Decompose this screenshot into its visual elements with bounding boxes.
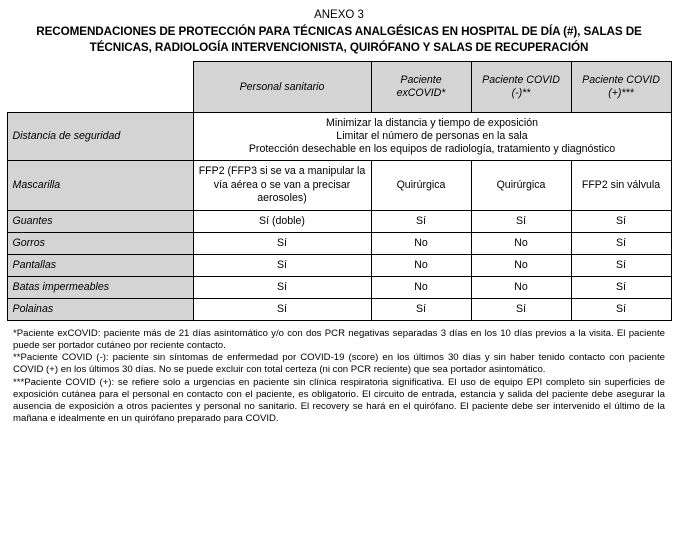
column-header-paciente-covid-positivo: Paciente COVID (+)*** — [571, 62, 671, 113]
footnote-covid-positivo: ***Paciente COVID (+): se refiere solo a urgencias en paciente sin clínica respiratoria significativa. El uso de equipo EPI completo sin superficies de exposición cutánea para el personal en contacto con el paciente, es obligatorio. El circuito de entrada, estancia y salida del paciente debe asegurar la ausencia de exposición a otros pacientes y personal no sanitario. El recovery se hará en el quirófano. El paciente debe ser intervenido el último de la mañana e idealmente en un quirófano preparado para COVID. — [13, 376, 665, 425]
row-header-gorros: Gorros — [7, 232, 193, 254]
table-row — [7, 232, 671, 254]
cell-guantes-excovid: Sí — [371, 210, 471, 232]
table-row — [7, 298, 671, 320]
table-corner-cell — [7, 62, 193, 113]
cell-gorros-covid-positivo: Sí — [571, 232, 671, 254]
cell-gorros-excovid: No — [371, 232, 471, 254]
column-header-paciente-covid-negativo: Paciente COVID (-)** — [471, 62, 571, 113]
distancia-line-2: Limitar el número de personas en la sala — [336, 130, 528, 142]
distancia-line-1: Minimizar la distancia y tiempo de exposición — [326, 117, 538, 129]
cell-batas-covid-negativo: No — [471, 276, 571, 298]
row-distancia-de-seguridad-merged-cell — [193, 113, 671, 161]
cell-mascarilla-personal-sanitario: FFP2 (FFP3 si se va a manipular la vía aérea o se van a precisar aerosoles) — [193, 161, 371, 211]
cell-pantallas-covid-positivo: Sí — [571, 254, 671, 276]
cell-polainas-covid-negativo: Sí — [471, 298, 571, 320]
footnotes — [13, 328, 665, 426]
table-row — [7, 113, 671, 161]
annex-label: ANEXO 3 — [314, 9, 364, 21]
row-header-polainas: Polainas — [7, 298, 193, 320]
cell-guantes-covid-negativo: Sí — [471, 210, 571, 232]
row-header-guantes: Guantes — [7, 210, 193, 232]
cell-batas-excovid: No — [371, 276, 471, 298]
cell-pantallas-personal-sanitario: Sí — [193, 254, 371, 276]
cell-guantes-personal-sanitario: Sí (doble) — [193, 210, 371, 232]
cell-mascarilla-covid-negativo: Quirúrgica — [471, 161, 571, 211]
cell-guantes-covid-positivo: Sí — [571, 210, 671, 232]
footnote-covid-negativo: **Paciente COVID (-): paciente sin síntomas de enfermedad por COVID-19 (score) en los últimos 30 días y sin haber tenido contacto con paciente COVID (+) en los últimos 30 días. No se puede excluir con total certeza (ni con PCR reciente) que sea portador asintomático. — [13, 352, 665, 376]
cell-mascarilla-covid-positivo: FFP2 sin válvula — [571, 161, 671, 211]
table-row — [7, 161, 671, 211]
table-row — [7, 276, 671, 298]
cell-pantallas-excovid: No — [371, 254, 471, 276]
cell-mascarilla-excovid: Quirúrgica — [371, 161, 471, 211]
row-header-distancia-de-seguridad: Distancia de seguridad — [7, 113, 193, 161]
row-header-pantallas: Pantallas — [7, 254, 193, 276]
page-title — [14, 24, 664, 55]
footnote-excovid: *Paciente exCOVID: paciente más de 21 días asintomático y/o con dos PCR negativas separadas 3 días en los 10 días previos a la visita. El paciente puede ser portador cutáneo por reciente contacto. — [13, 327, 665, 351]
page-title-line-2: TÉCNICAS, RADIOLOGÍA INTERVENCIONISTA, QUIRÓFANO Y SALAS DE RECUPERACIÓN — [89, 40, 589, 54]
table-header-row — [7, 62, 671, 113]
table-row — [7, 210, 671, 232]
cell-polainas-personal-sanitario: Sí — [193, 298, 371, 320]
row-header-mascarilla: Mascarilla — [7, 161, 193, 211]
cell-batas-covid-positivo: Sí — [571, 276, 671, 298]
column-header-personal-sanitario: Personal sanitario — [193, 62, 371, 113]
page-title-line-1: RECOMENDACIONES DE PROTECCIÓN PARA TÉCNICAS ANALGÉSICAS EN HOSPITAL DE DÍA (#), SALAS DE — [36, 25, 642, 38]
table-row — [7, 254, 671, 276]
cell-pantallas-covid-negativo: No — [471, 254, 571, 276]
protection-recommendations-table — [7, 61, 672, 321]
column-header-paciente-excovid: Paciente exCOVID* — [371, 62, 471, 113]
cell-gorros-covid-negativo: No — [471, 232, 571, 254]
cell-batas-personal-sanitario: Sí — [193, 276, 371, 298]
cell-polainas-covid-positivo: Sí — [571, 298, 671, 320]
distancia-line-3: Protección desechable en los equipos de radiología, tratamiento y diagnóstico — [248, 143, 616, 155]
row-header-batas-impermeables: Batas impermeables — [7, 276, 193, 298]
cell-gorros-personal-sanitario: Sí — [193, 232, 371, 254]
cell-polainas-excovid: Sí — [371, 298, 471, 320]
